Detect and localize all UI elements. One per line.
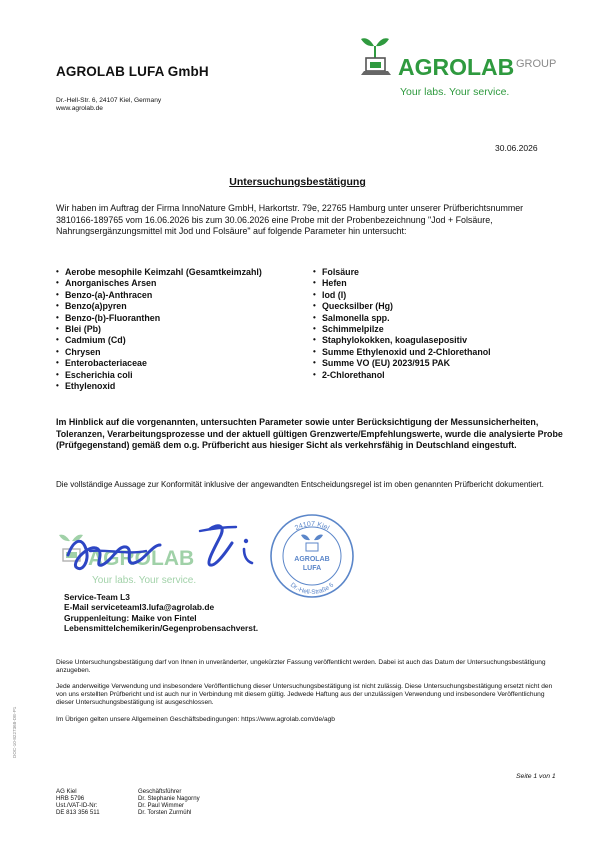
parameter-item: • Hefen [313, 278, 491, 289]
agrolab-logo [358, 34, 563, 100]
contact-block [64, 592, 258, 633]
stamp-subname: LUFA [302, 565, 322, 572]
parameter-item: • Iod (I) [313, 290, 491, 301]
parameter-item: • Ethylenoxid [56, 381, 262, 392]
document-id: DOC-10-8227368-DE-P1 [12, 706, 17, 758]
stamp-plant-icon [301, 535, 323, 551]
address-line: Dr.-Hell-Str. 6, 24107 Kiel, Germany [56, 97, 162, 104]
plant-laptop-icon [361, 38, 391, 75]
document-title: Untersuchungsbestätigung [229, 176, 366, 188]
publication-note: Diese Untersuchungsbestätigung darf von Ihnen in unveränderter, ungekürzter Fassung veröffentlicht werden. Dabei ist auch das Datum der Untersuchungsbestätigung anzugeben. [56, 659, 546, 675]
footer-management [138, 788, 200, 816]
footer-line: Dr. Torsten Zurmühl [138, 809, 192, 817]
parameter-item: • Aerobe mesophile Keimzahl (Gesamtkeimzahl) [56, 267, 262, 278]
official-stamp [268, 512, 356, 600]
footer-line: AG Kiel [56, 788, 77, 795]
parameter-item: • Salmonella spp. [313, 313, 491, 324]
stamp-street: Dr.-Hell-Straße 6 [288, 581, 336, 597]
footer-line: Ust./VAT-ID-Nr: [56, 802, 98, 810]
service-team: Service-Team L3 [64, 592, 130, 602]
document-date: 30.06.2026 [495, 143, 538, 153]
logo-group: GROUP [516, 58, 557, 70]
footer-line: DE 813 356 511 [56, 809, 100, 817]
footer-registry [56, 788, 100, 816]
logo-wordmark: AGROLAB [398, 54, 515, 80]
page-number: Seite 1 von 1 [516, 773, 556, 780]
parameter-item: • Cadmium (Cd) [56, 335, 262, 346]
svg-text:24107 Kiel [294, 521, 331, 532]
parameter-item: • 2-Chlorethanol [313, 370, 491, 381]
assessment-paragraph: Im Hinblick auf die vorgenannten, untersuchten Parameter sowie unter Berücksichtigung der Messunsicherheiten, Toleranzen, Verarbeitungsprozesse und der aktuell gültigen Grenzwerte/Empfehlungswerte, wurde die analysierte Probe (Prüfgegenstand) gemäß dem o.g. Prüfbericht aus hiesiger Sicht als verkehrsfähig in Deutschland eingestuft. [56, 417, 563, 450]
handwritten-signature [60, 515, 270, 585]
parameter-item: • Benzo(a)pyren [56, 301, 262, 312]
usage-restriction-note: Jede anderweitige Verwendung und insbesondere Veröffentlichung dieser Untersuchungsbestätigung ist nicht zulässig. Diese Untersuchungsbestätigung ersetzt nicht den von uns erstellten Prüfbericht und ist auch nur in Verbindung mit diesem gültig. Jedwede Haftung aus der unzulässigen Verwendung und insbesondere Veröffentlichung dieser Untersuchungsbestätigung ist ausgeschlossen. [56, 683, 553, 707]
parameter-item: • Summe Ethylenoxid und 2-Chlorethanol [313, 347, 491, 358]
terms-note: Im Übrigen gelten unsere Allgemeinen Geschäftsbedingungen: https://www.agrolab.com/de/agb [56, 716, 335, 723]
stamp-name: AGROLAB [294, 556, 330, 563]
parameter-item: • Quecksilber (Hg) [313, 301, 491, 312]
parameter-item: • Escherichia coli [56, 370, 262, 381]
footer-line: HRB 5796 [56, 795, 85, 803]
intro-paragraph: Wir haben im Auftrag der Firma InnoNature GmbH, Harkortstr. 79e, 22765 Hamburg unter unserer Prüfberichtsnummer 3810166-189765 vom 16.06.2026 bis zum 30.06.2026 eine Probe mit der Probenbezeichnung "Jod + Folsäure, Nahrungsergänzungsmittel mit Jod und Folsäure" auf folgende Parameter hin untersucht: [56, 203, 524, 237]
parameter-item: • Staphylokokken, koagulasepositiv [313, 335, 491, 346]
parameter-item: • Folsäure [313, 267, 491, 278]
parameter-item: • Schimmelpilze [313, 324, 491, 335]
parameter-item: • Enterobacteriaceae [56, 358, 262, 369]
group-lead: Gruppenleitung: Maike von Fintel [64, 612, 197, 623]
footer-line: Geschäftsführer [138, 788, 182, 795]
parameter-item: • Blei (Pb) [56, 324, 262, 335]
parameter-item: • Anorganisches Arsen [56, 278, 262, 289]
watermark-wordmark: AGROLAB [88, 547, 195, 570]
watermark-tagline: Your labs. Your service. [92, 575, 197, 586]
footer-line: Dr. Paul Wimmer [138, 802, 185, 810]
parameter-item: • Benzo-(a)-Anthracen [56, 290, 262, 301]
company-address [56, 97, 161, 114]
stamp-city: 24107 Kiel [293, 520, 331, 533]
conformity-statement: Die vollständige Aussage zur Konformität inklusive der angewandten Entscheidungsregel ist im oben genannten Prüfbericht dokumentiert. [56, 480, 544, 489]
parameter-item: • Benzo-(b)-Fluoranthen [56, 313, 262, 324]
logo-tagline: Your labs. Your service. [400, 86, 510, 98]
website-line: www.agrolab.de [56, 105, 103, 113]
footer-line: Dr. Stephanie Nagorny [138, 795, 200, 803]
parameter-item: • Chrysen [56, 347, 262, 358]
parameter-list-left [56, 267, 262, 392]
parameter-item: • Summe VO (EU) 2023/915 PAK [313, 358, 491, 369]
parameter-list-right [313, 267, 491, 381]
contact-email: E-Mail serviceteaml3.lufa@agrolab.de [64, 602, 215, 613]
company-name: AGROLAB LUFA GmbH [56, 64, 209, 79]
lead-role: Lebensmittelchemikerin/Gegenprobensachverst. [64, 622, 259, 633]
